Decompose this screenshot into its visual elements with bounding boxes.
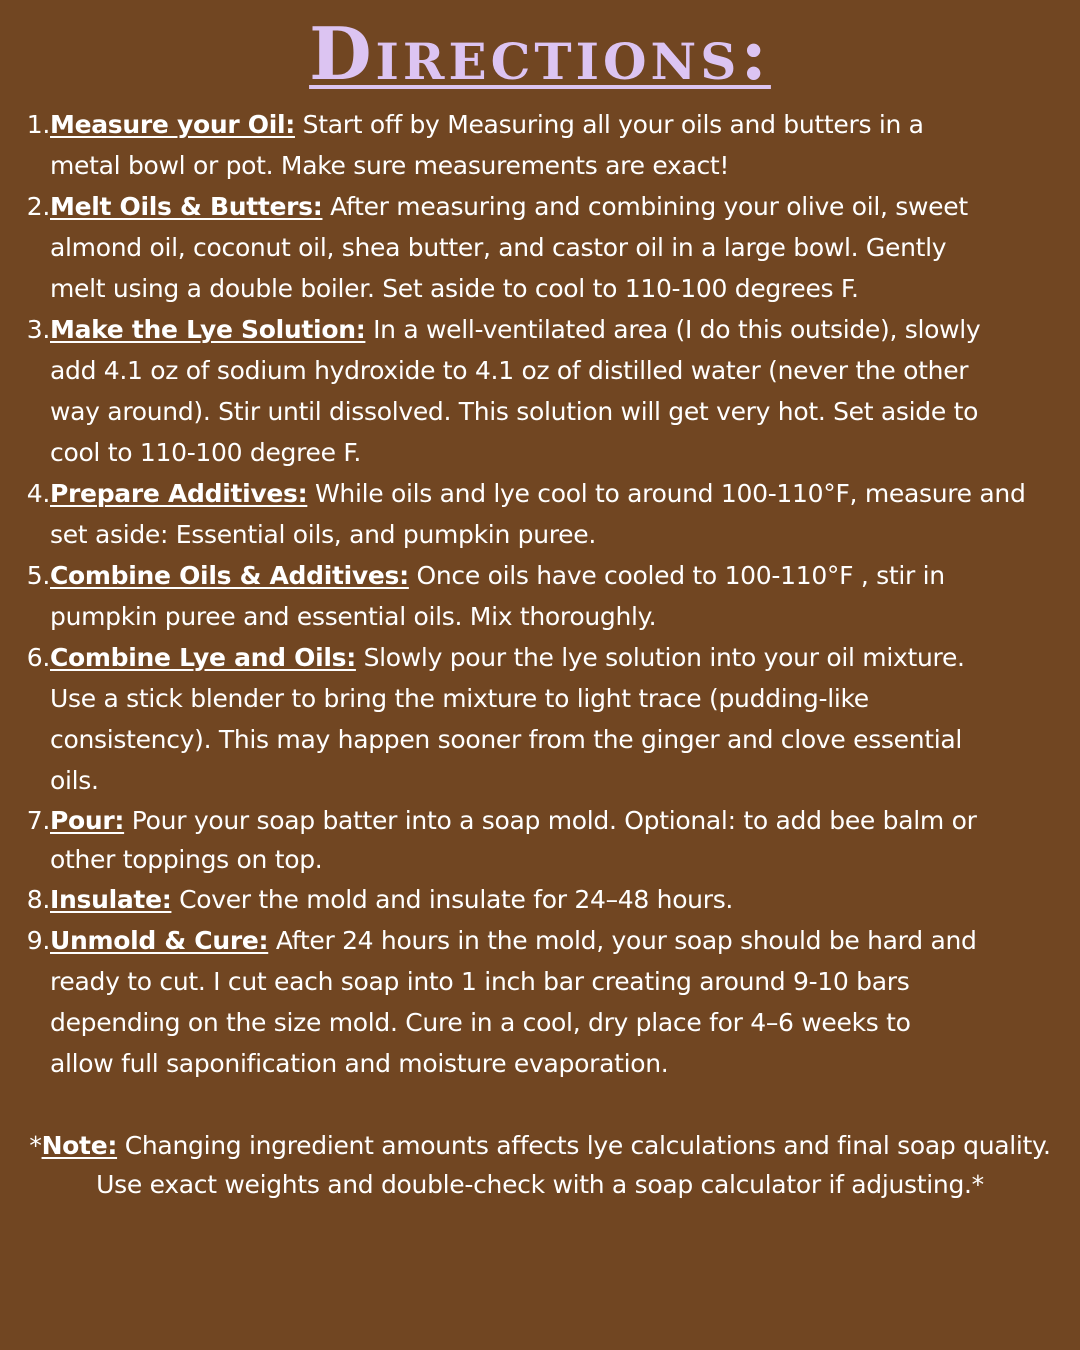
step-text: add 4.1 oz of sodium hydroxide to 4.1 oz of distilled water (never the other [50, 356, 969, 385]
note-block [0, 1126, 1080, 1204]
step-item [0, 637, 1080, 801]
step-number: 9. [26, 926, 50, 955]
step-text: consistency). This may happen sooner from the ginger and clove essential [50, 725, 963, 754]
step-number: 2. [26, 192, 50, 221]
step-label: Measure your Oil: [50, 110, 295, 139]
step-item [0, 879, 1080, 920]
step-label: Melt Oils & Butters: [50, 192, 323, 221]
step-text: almond oil, coconut oil, shea butter, and castor oil in a large bowl. Gently [50, 233, 947, 262]
step-text: Once oils have cooled to 100-110°F , stir in [416, 561, 945, 590]
step-label: Prepare Additives: [50, 479, 308, 508]
step-item [0, 473, 1080, 555]
step-item [0, 104, 1080, 186]
step-number: 3. [26, 315, 50, 344]
step-text: After 24 hours in the mold, your soap should be hard and [275, 926, 977, 955]
step-text: other toppings on top. [50, 845, 323, 874]
step-label: Insulate: [50, 885, 172, 914]
step-text: Cover the mold and insulate for 24–48 hours. [179, 885, 734, 914]
step-text: depending on the size mold. Cure in a cool, dry place for 4–6 weeks to [50, 1008, 911, 1037]
page-title: Directions: [309, 11, 771, 96]
step-number: 6. [26, 643, 50, 672]
directions-list [0, 104, 1080, 1084]
step-number: 8. [26, 885, 50, 914]
note-text: Use exact weights and double-check with a soap calculator if adjusting.* [96, 1170, 984, 1199]
step-text: set aside: Essential oils, and pumpkin puree. [50, 520, 596, 549]
step-text: pumpkin puree and essential oils. Mix thoroughly. [50, 602, 657, 631]
step-label: Combine Oils & Additives: [50, 561, 409, 590]
step-number: 4. [26, 479, 50, 508]
step-text: In a well-ventilated area (I do this outside), slowly [373, 315, 981, 344]
step-label: Pour: [50, 806, 125, 835]
step-text: allow full saponification and moisture evaporation. [50, 1049, 669, 1078]
step-text: Slowly pour the lye solution into your oil mixture. [363, 643, 965, 672]
step-number: 1. [26, 110, 50, 139]
step-text: While oils and lye cool to around 100-110°F, measure and [314, 479, 1026, 508]
step-item [0, 555, 1080, 637]
step-text: metal bowl or pot. Make sure measurements are exact! [50, 151, 730, 180]
note-text: Changing ingredient amounts affects lye calculations and final soap quality. [124, 1131, 1051, 1160]
step-label: Make the Lye Solution: [50, 315, 366, 344]
step-text: Start off by Measuring all your oils and butters in a [302, 110, 924, 139]
step-number: 5. [26, 561, 50, 590]
step-text: Use a stick blender to bring the mixture to light trace (pudding-like [50, 684, 869, 713]
step-item [0, 309, 1080, 473]
step-text: Pour your soap batter into a soap mold. Optional: to add bee balm or [131, 806, 977, 835]
step-item [0, 920, 1080, 1084]
step-number: 7. [26, 806, 50, 835]
step-label: Combine Lye and Oils: [50, 643, 356, 672]
step-text: melt using a double boiler. Set aside to cool to 110-100 degrees F. [50, 274, 859, 303]
step-item [0, 801, 1080, 879]
note-prefix: * [29, 1131, 42, 1160]
step-text: way around). Stir until dissolved. This solution will get very hot. Set aside to [50, 397, 979, 426]
note-label: Note: [41, 1131, 118, 1160]
step-text: ready to cut. I cut each soap into 1 inch bar creating around 9-10 bars [50, 967, 910, 996]
step-item [0, 186, 1080, 309]
title-container [0, 11, 1080, 96]
step-text: cool to 110-100 degree F. [50, 438, 362, 467]
step-text: After measuring and combining your olive oil, sweet [330, 192, 968, 221]
step-text: oils. [50, 766, 99, 795]
step-label: Unmold & Cure: [50, 926, 269, 955]
